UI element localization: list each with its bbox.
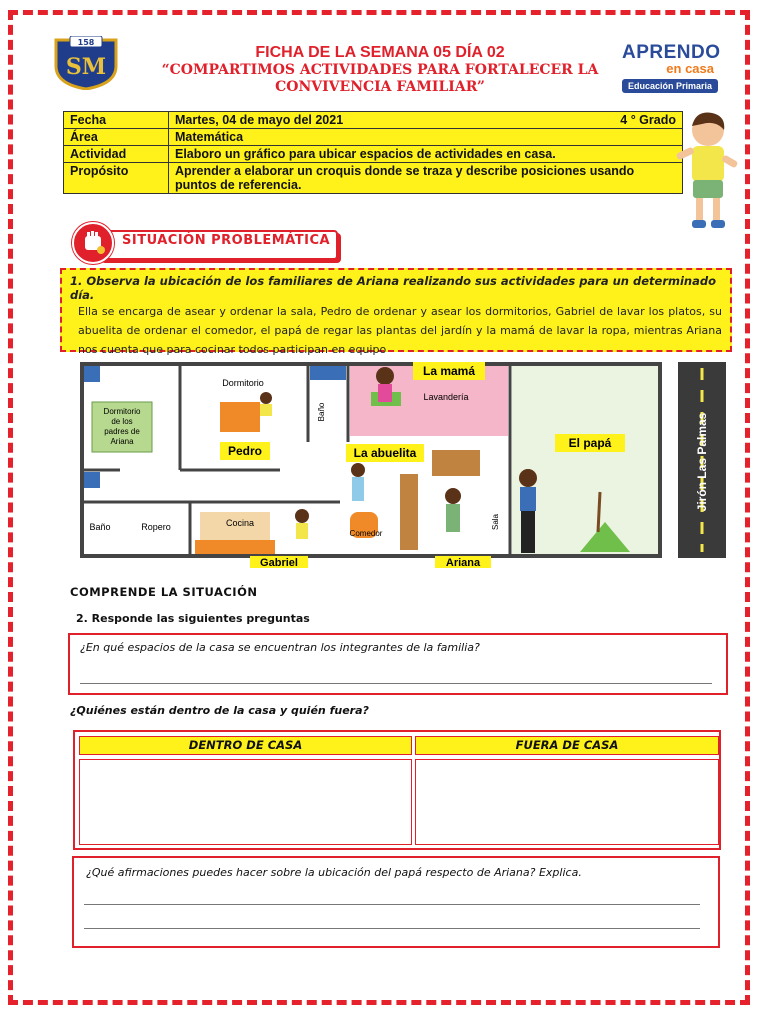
answer-box-papa [72, 856, 720, 948]
hand-icon [72, 222, 114, 264]
worksheet-subtitle: “COMPARTIMOS ACTIVIDADES PARA FORTALECER LA CONVIVENCIA FAMILIAR” [161, 62, 599, 95]
dentro-fuera-table [73, 730, 721, 850]
question-papa: ¿Qué afirmaciones puedes hacer sobre la ubicación del papá respecto de Ariana? Explica. [86, 866, 582, 879]
area-value: Matemática [169, 129, 683, 146]
worksheet-title: FICHA DE LA SEMANA 05 DÍA 02 [255, 44, 505, 61]
tag-abuelita: La abuelita [353, 446, 417, 460]
logo-sub-text: en casa [666, 61, 714, 76]
answer-box-espacios [68, 633, 728, 695]
answer-cell-dentro[interactable] [79, 759, 412, 845]
tag-papa: El papá [568, 436, 612, 450]
tag-pedro: Pedro [227, 444, 263, 458]
area-label: Área [64, 129, 169, 146]
tag-mama: La mamá [422, 364, 476, 378]
label-ropero: Ropero [141, 522, 171, 532]
question-2-heading: 2. Responde las siguientes preguntas [76, 612, 310, 625]
answer-line[interactable] [84, 928, 700, 929]
label-bano-2: Baño [317, 402, 326, 422]
question-dentro-fuera: ¿Quiénes están dentro de la casa y quién fuera? [70, 704, 369, 717]
house-floor-plan [80, 362, 728, 568]
fecha-label: Fecha [64, 112, 169, 129]
fecha-cell [169, 112, 683, 129]
label-bano-1: Baño [89, 522, 111, 532]
label-sala: Sala [491, 513, 500, 531]
table-row [64, 163, 683, 194]
street-name: Jirón Las Palmas [695, 412, 709, 512]
logo-band-text: Educación Primaria [622, 79, 718, 93]
answer-cell-fuera[interactable] [415, 759, 719, 845]
proposito-value: Aprender a elaborar un croquis donde se traza y describe posiciones usando puntos de referencia. [169, 163, 683, 194]
table-row [64, 146, 683, 163]
aprendo-en-casa-logo [622, 42, 721, 93]
proposito-label: Propósito [64, 163, 169, 194]
label-comedor: Comedor [349, 529, 383, 538]
answer-line[interactable] [84, 904, 700, 905]
question-1-box [60, 268, 732, 356]
grado-value: 4 ° Grado [620, 113, 676, 127]
label-lavanderia: Lavandería [423, 392, 469, 402]
question-espacios: ¿En qué espacios de la casa se encuentran los integrantes de la familia? [80, 641, 480, 654]
question-1-body: Ella se encarga de asear y ordenar la sala, Pedro de ordenar y asear los dormitorios, Gabriel de lavar los platos, su abuelita de ordenar el comedor, el papá de regar las plantas del jardín y la mamá de lavar la ropa, mientras Ariana nos cuenta que para cocinar todos participan en equipo [78, 305, 722, 356]
column-header-dentro: DENTRO DE CASA [79, 736, 412, 755]
table-row [64, 112, 683, 129]
label-cocina: Cocina [225, 518, 255, 528]
label-dormitorio-padres: Dormitorio de los padres de Ariana [103, 407, 141, 446]
logo-main-text: APRENDO [622, 42, 721, 63]
column-header-fuera: FUERA DE CASA [415, 736, 719, 755]
info-table [63, 111, 683, 194]
answer-line[interactable] [80, 683, 712, 684]
tag-gabriel: Gabriel [260, 557, 298, 568]
school-number: 158 [77, 38, 95, 47]
boy-illustration [666, 108, 746, 238]
tag-ariana: Ariana [445, 557, 481, 568]
actividad-value: Elaboro un gráfico para ubicar espacios de actividades en casa. [169, 146, 683, 163]
fecha-value: Martes, 04 de mayo del 2021 [175, 113, 344, 127]
label-dormitorio: Dormitorio [222, 378, 264, 388]
situacion-problematica-badge [72, 222, 338, 260]
table-row [64, 129, 683, 146]
question-1-heading: 1. Observa la ubicación de los familiares de Ariana realizando sus actividades para un determinado día. [70, 274, 716, 302]
situacion-label: SITUACIÓN PROBLEMÁTICA [122, 233, 331, 248]
actividad-label: Actividad [64, 146, 169, 163]
svg-text:SM: SM [65, 54, 107, 80]
school-shield-logo [52, 36, 120, 90]
comprende-heading: COMPRENDE LA SITUACIÓN [70, 585, 258, 599]
